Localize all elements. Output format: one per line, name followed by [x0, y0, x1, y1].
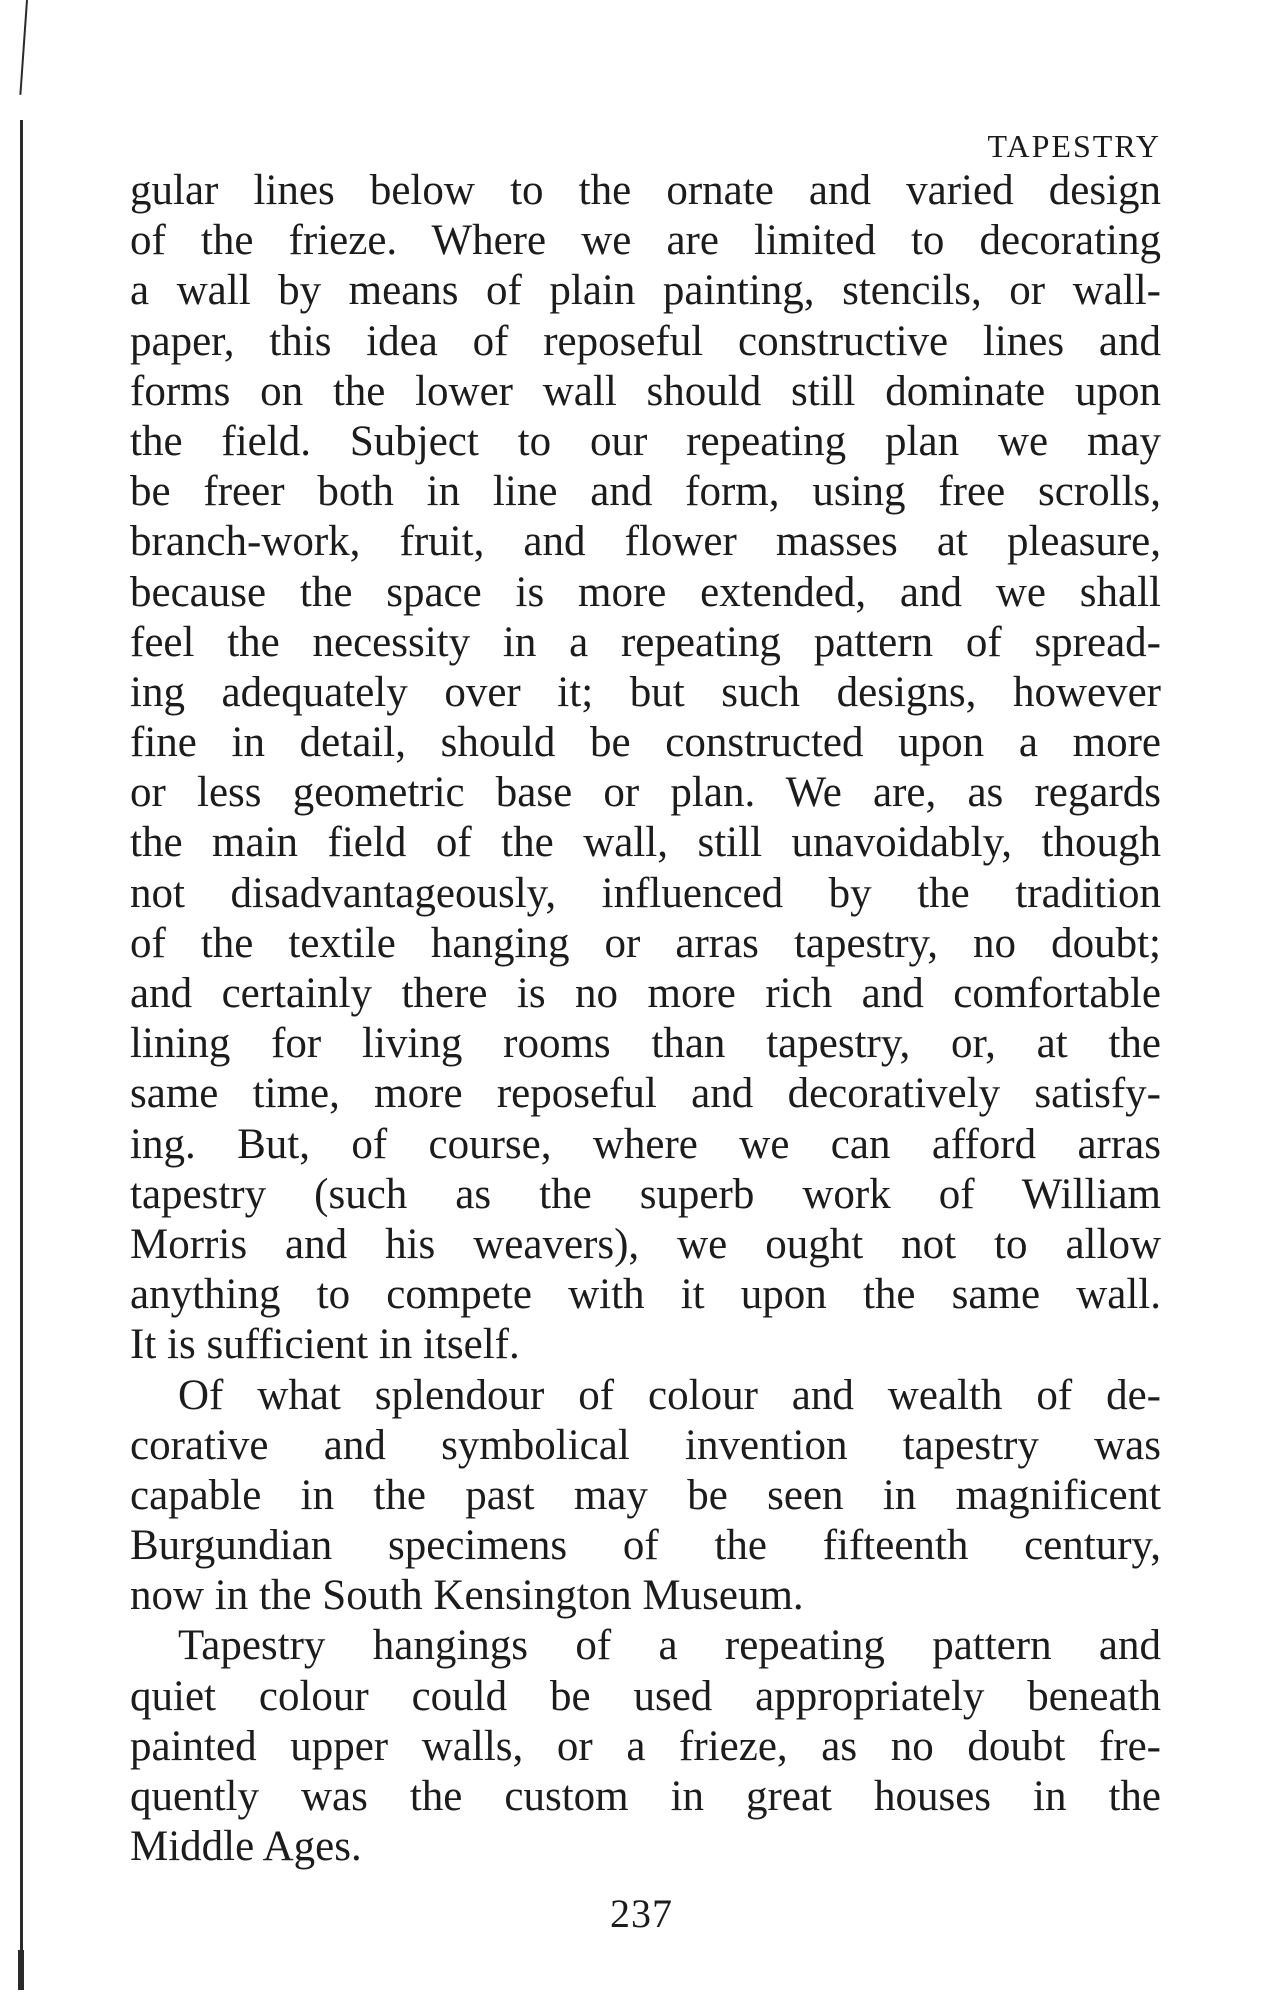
text-line: a wall by means of plain painting, stencils, or wall- — [130, 267, 1161, 315]
paragraph-start-line: Tapestry hangings of a repeating pattern and — [178, 1622, 1161, 1670]
text-line: Morris and his weavers), we ought not to allow — [130, 1220, 1161, 1268]
text-line: gular lines below to the ornate and varied design — [130, 167, 1161, 214]
text-line: same time, more reposeful and decoratively satisfy- — [130, 1070, 1161, 1118]
text-line: tapestry (such as the superb work of William — [130, 1170, 1161, 1218]
text-line: corative and symbolical invention tapestry was — [130, 1421, 1161, 1469]
paragraph-end-line: It is sufficient in itself. — [130, 1321, 520, 1369]
text-line: the field. Subject to our repeating plan we may — [130, 417, 1161, 465]
text-line: paper, this idea of reposeful constructive lines and — [130, 317, 1161, 365]
text-line: of the frieze. Where we are limited to decorating — [130, 217, 1161, 265]
text-line: be freer both in line and form, using free scrolls, — [130, 468, 1161, 516]
text-line: and certainly there is no more rich and comfortable — [130, 970, 1161, 1017]
binding-edge — [20, 120, 23, 1990]
text-line: lining for living rooms than tapestry, or, at the — [130, 1020, 1161, 1068]
page-number: 237 — [610, 1891, 673, 1936]
text-line: fine in detail, should be constructed upon a more — [130, 719, 1161, 767]
text-line: of the textile hanging or arras tapestry, no doubt; — [130, 919, 1161, 967]
running-head: TAPESTRY — [987, 128, 1161, 164]
body-text — [130, 166, 1161, 1872]
text-line: feel the necessity in a repeating pattern of spread- — [130, 618, 1161, 666]
text-line: anything to compete with it upon the same wall. — [130, 1271, 1161, 1319]
paragraph-end-line: now in the South Kensington Museum. — [130, 1572, 804, 1620]
text-line: quently was the custom in great houses in the — [130, 1773, 1161, 1820]
text-line: branch-work, fruit, and flower masses at pleasure, — [130, 518, 1161, 566]
paragraph-end-line: Middle Ages. — [130, 1823, 362, 1871]
paragraph-start-line: Of what splendour of colour and wealth of de- — [178, 1371, 1161, 1419]
text-line: the main field of the wall, still unavoidably, though — [130, 819, 1161, 867]
binding-edge-top — [19, 0, 28, 95]
text-line: because the space is more extended, and we shall — [130, 568, 1161, 616]
text-line: painted upper walls, or a frieze, as no doubt fre- — [130, 1722, 1161, 1770]
text-line: forms on the lower wall should still dominate upon — [130, 367, 1161, 415]
text-line: quiet colour could be used appropriately beneath — [130, 1672, 1161, 1720]
text-line: ing. But, of course, where we can afford arras — [130, 1120, 1161, 1168]
text-line: or less geometric base or plan. We are, as regards — [130, 769, 1161, 817]
text-line: capable in the past may be seen in magnificent — [130, 1471, 1161, 1519]
text-line: ing adequately over it; but such designs, however — [130, 668, 1161, 716]
text-line: Burgundian specimens of the fifteenth century, — [130, 1522, 1161, 1570]
binding-edge-mark — [18, 1950, 24, 1990]
text-line: not disadvantageously, influenced by the tradition — [130, 869, 1161, 917]
